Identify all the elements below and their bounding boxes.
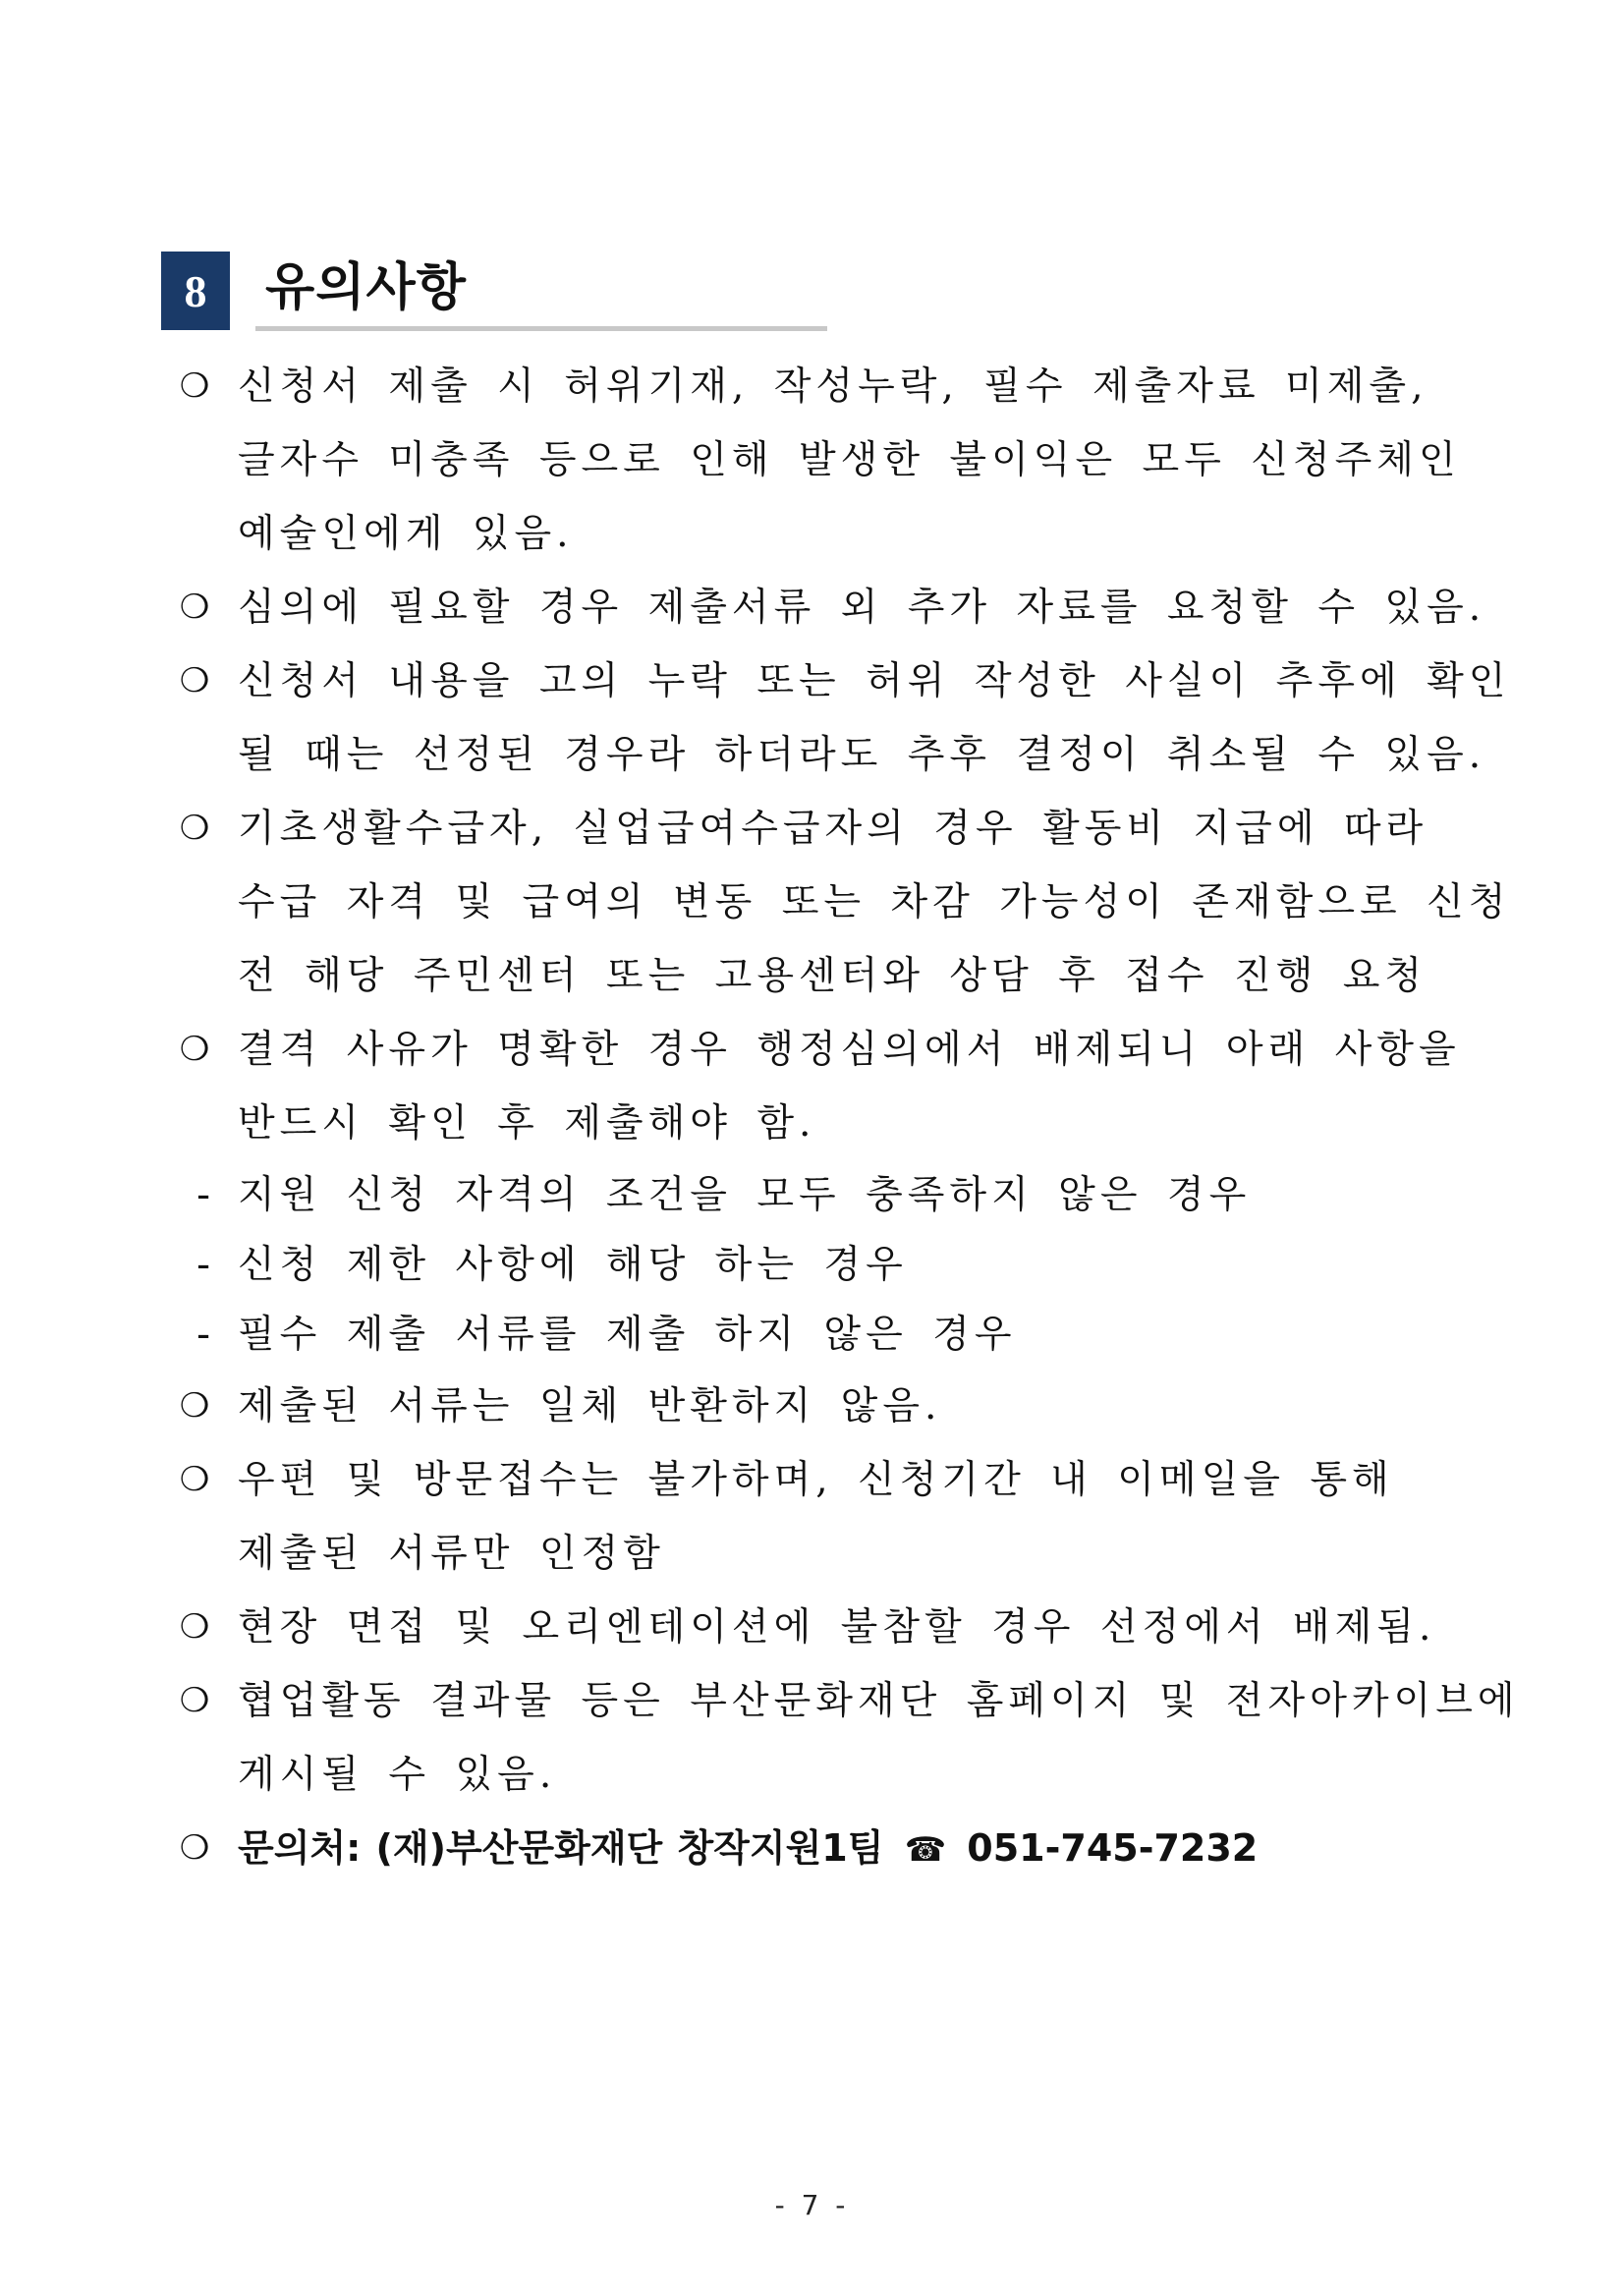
sub-list-item	[175, 1300, 1491, 1370]
list-item	[175, 1443, 1491, 1591]
sub-item-text: 신청 제한 사항에 해당 하는 경우	[238, 1243, 908, 1287]
circle-bullet-icon: ❍	[179, 1030, 210, 1069]
list-item	[175, 792, 1511, 1013]
sub-list-item	[175, 1230, 1491, 1300]
phone-icon: ☎	[904, 1830, 947, 1870]
list-item	[175, 1370, 1491, 1443]
item-line: 글자수 미충족 등으로 인해 발생한 불이익은 모두 신청주체인	[238, 438, 1461, 482]
circle-bullet-icon: ❍	[179, 1681, 210, 1720]
list-item	[175, 1591, 1491, 1664]
contact-item	[175, 1812, 1491, 1887]
item-line: 결격 사유가 명확한 경우 행정심의에서 배제되니 아래 사항을	[238, 1028, 1461, 1072]
circle-bullet-icon: ❍	[179, 1460, 210, 1499]
item-line: 심의에 필요할 경우 제출서류 외 추가 자료를 요청할 수 있음.	[238, 586, 1486, 630]
item-line: 신청서 제출 시 허위기재, 작성누락, 필수 제출자료 미제출,	[238, 364, 1428, 409]
list-item	[175, 571, 1491, 644]
item-line: 협업활동 결과물 등은 부산문화재단 홈페이지 및 전자아카이브에	[238, 1679, 1520, 1723]
sub-item-text: 필수 제출 서류를 제출 하지 않은 경우	[238, 1313, 1017, 1357]
section-header	[161, 252, 829, 332]
sub-item-text: 지원 신청 자격의 조건을 모두 충족하지 않은 경우	[238, 1173, 1252, 1217]
section-underline	[255, 326, 827, 331]
item-line: 신청서 내용을 고의 누락 또는 허위 작성한 사실이 추후에 확인	[238, 659, 1511, 703]
section-title: 유의사항	[265, 258, 467, 317]
section-number-badge: 8	[161, 252, 230, 330]
item-line: 전 해당 주민센터 또는 고용센터와 상담 후 접수 진행 요청	[238, 954, 1428, 998]
item-line: 수급 자격 및 급여의 변동 또는 차감 가능성이 존재함으로 신청	[238, 880, 1511, 924]
item-line: 현장 면접 및 오리엔테이션에 불참할 경우 선정에서 배제됨.	[238, 1605, 1436, 1650]
list-item	[175, 350, 1491, 571]
circle-bullet-icon: ❍	[179, 1386, 210, 1426]
notice-list	[175, 350, 1520, 1887]
contact-phone: 051-745-7232	[967, 1826, 1259, 1870]
list-item	[175, 644, 1511, 792]
circle-bullet-icon: ❍	[179, 1828, 210, 1868]
circle-bullet-icon: ❍	[179, 588, 210, 627]
circle-bullet-icon: ❍	[179, 366, 210, 406]
item-line: 우편 및 방문접수는 불가하며, 신청기간 내 이메일을 통해	[238, 1458, 1394, 1502]
contact-line	[238, 1812, 1491, 1887]
list-item	[175, 1664, 1520, 1812]
circle-bullet-icon: ❍	[179, 1607, 210, 1647]
item-line: 기초생활수급자, 실업급여수급자의 경우 활동비 지급에 따라	[238, 807, 1428, 851]
item-line: 반드시 확인 후 제출해야 함.	[238, 1101, 816, 1146]
dash-bullet-icon: -	[196, 1313, 211, 1357]
list-item	[175, 1013, 1491, 1160]
item-line: 게시될 수 있음.	[238, 1753, 557, 1797]
item-line: 제출된 서류는 일체 반환하지 않음.	[238, 1384, 942, 1428]
page-number: - 7 -	[774, 2189, 850, 2221]
dash-bullet-icon: -	[196, 1243, 211, 1287]
dash-bullet-icon: -	[196, 1173, 211, 1217]
contact-label: 문의처: (재)부산문화재단 창작지원1팀	[238, 1826, 884, 1870]
item-line: 될 때는 선정된 경우라 하더라도 추후 결정이 취소될 수 있음.	[238, 733, 1486, 777]
item-line: 제출된 서류만 인정함	[238, 1532, 665, 1576]
sub-list-item	[175, 1160, 1491, 1230]
circle-bullet-icon: ❍	[179, 661, 210, 700]
circle-bullet-icon: ❍	[179, 809, 210, 848]
item-line: 예술인에게 있음.	[238, 512, 574, 556]
